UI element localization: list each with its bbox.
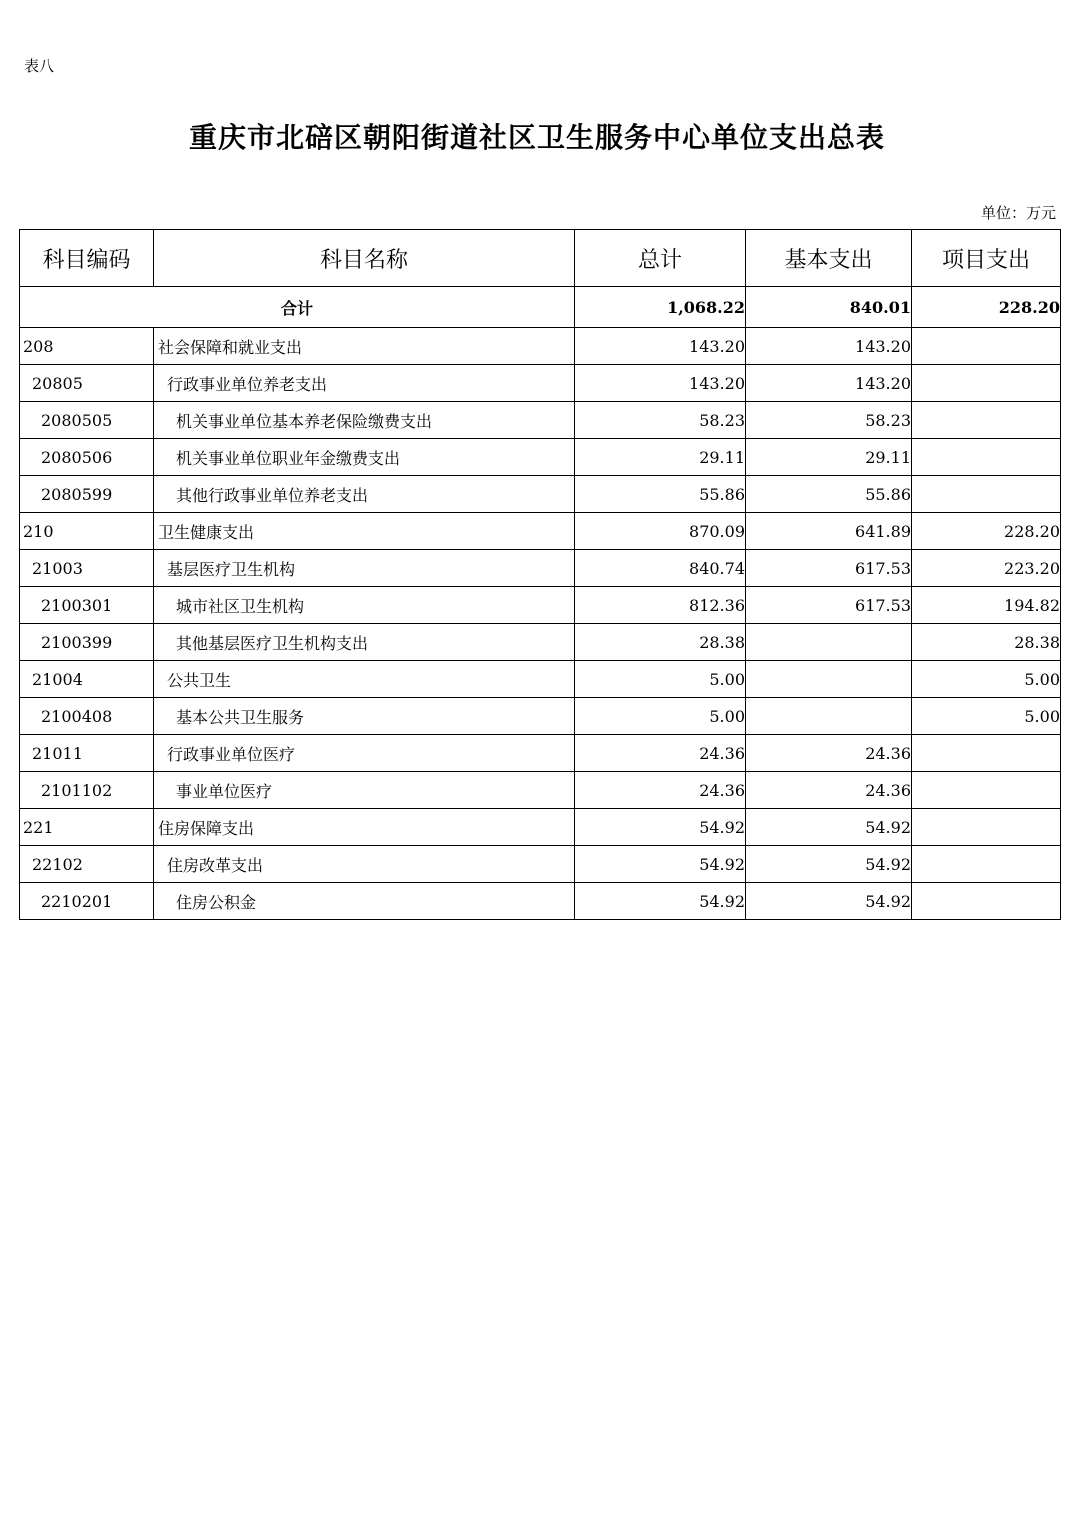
row-name: 公共卫生 [154, 661, 575, 698]
row-total: 55.86 [575, 476, 746, 513]
row-project: 5.00 [912, 661, 1061, 698]
table-row [20, 550, 1061, 587]
row-basic: 641.89 [746, 513, 912, 550]
row-basic: 143.20 [746, 328, 912, 365]
row-project [912, 402, 1061, 439]
table-row [20, 624, 1061, 661]
table-row [20, 476, 1061, 513]
table-row [20, 846, 1061, 883]
row-code: 21011 [20, 735, 154, 772]
row-basic: 54.92 [746, 846, 912, 883]
row-total: 58.23 [575, 402, 746, 439]
row-name: 城市社区卫生机构 [154, 587, 575, 624]
row-basic: 24.36 [746, 772, 912, 809]
row-name: 社会保障和就业支出 [154, 328, 575, 365]
document-title: 重庆市北碚区朝阳街道社区卫生服务中心单位支出总表 [188, 121, 885, 154]
row-code: 20805 [20, 365, 154, 402]
row-code: 2100399 [20, 624, 154, 661]
table-row [20, 809, 1061, 846]
row-total: 5.00 [575, 661, 746, 698]
row-code: 208 [20, 328, 154, 365]
row-total: 28.38 [575, 624, 746, 661]
row-project [912, 476, 1061, 513]
row-project [912, 772, 1061, 809]
row-name: 机关事业单位基本养老保险缴费支出 [154, 402, 575, 439]
row-basic: 55.86 [746, 476, 912, 513]
row-basic [746, 661, 912, 698]
row-code: 22102 [20, 846, 154, 883]
row-basic: 58.23 [746, 402, 912, 439]
row-total: 5.00 [575, 698, 746, 735]
unit-note: 单位：万元 [980, 204, 1056, 222]
row-project [912, 735, 1061, 772]
row-project [912, 846, 1061, 883]
row-name: 行政事业单位养老支出 [154, 365, 575, 402]
row-name: 住房保障支出 [154, 809, 575, 846]
row-basic: 54.92 [746, 809, 912, 846]
row-project [912, 883, 1061, 920]
expenditure-table [19, 229, 1061, 920]
row-name: 住房公积金 [154, 883, 575, 920]
row-basic: 29.11 [746, 439, 912, 476]
summary-basic: 840.01 [746, 287, 912, 328]
row-total: 870.09 [575, 513, 746, 550]
table-number-label: 表八 [24, 57, 55, 75]
table-header-row [20, 230, 1061, 287]
row-name: 基层医疗卫生机构 [154, 550, 575, 587]
row-code: 2080505 [20, 402, 154, 439]
row-name: 基本公共卫生服务 [154, 698, 575, 735]
row-code: 21003 [20, 550, 154, 587]
header-basic: 基本支出 [746, 230, 912, 287]
row-project: 223.20 [912, 550, 1061, 587]
table-row [20, 402, 1061, 439]
row-project [912, 809, 1061, 846]
row-basic [746, 698, 912, 735]
table-row [20, 735, 1061, 772]
row-total: 840.74 [575, 550, 746, 587]
table-row [20, 365, 1061, 402]
row-total: 54.92 [575, 883, 746, 920]
row-basic: 617.53 [746, 587, 912, 624]
row-name: 行政事业单位医疗 [154, 735, 575, 772]
row-basic: 54.92 [746, 883, 912, 920]
row-project: 194.82 [912, 587, 1061, 624]
table-row [20, 661, 1061, 698]
table-row [20, 772, 1061, 809]
row-code: 2080599 [20, 476, 154, 513]
summary-project: 228.20 [912, 287, 1061, 328]
row-name: 机关事业单位职业年金缴费支出 [154, 439, 575, 476]
row-code: 210 [20, 513, 154, 550]
row-name: 住房改革支出 [154, 846, 575, 883]
row-total: 24.36 [575, 735, 746, 772]
row-name: 卫生健康支出 [154, 513, 575, 550]
row-total: 29.11 [575, 439, 746, 476]
row-basic: 143.20 [746, 365, 912, 402]
row-code: 221 [20, 809, 154, 846]
table-row [20, 439, 1061, 476]
row-project: 28.38 [912, 624, 1061, 661]
row-basic [746, 624, 912, 661]
row-total: 54.92 [575, 846, 746, 883]
row-code: 2080506 [20, 439, 154, 476]
summary-row [20, 287, 1061, 328]
row-name: 其他行政事业单位养老支出 [154, 476, 575, 513]
table-row [20, 698, 1061, 735]
row-basic: 24.36 [746, 735, 912, 772]
table-row [20, 587, 1061, 624]
row-total: 143.20 [575, 365, 746, 402]
row-basic: 617.53 [746, 550, 912, 587]
row-project [912, 439, 1061, 476]
summary-label: 合计 [20, 287, 575, 328]
row-project: 228.20 [912, 513, 1061, 550]
header-code: 科目编码 [20, 230, 154, 287]
table-row [20, 513, 1061, 550]
row-project [912, 328, 1061, 365]
row-project: 5.00 [912, 698, 1061, 735]
row-total: 24.36 [575, 772, 746, 809]
row-name: 事业单位医疗 [154, 772, 575, 809]
row-total: 812.36 [575, 587, 746, 624]
row-code: 2100408 [20, 698, 154, 735]
header-name: 科目名称 [154, 230, 575, 287]
summary-total: 1,068.22 [575, 287, 746, 328]
row-total: 143.20 [575, 328, 746, 365]
header-project: 项目支出 [912, 230, 1061, 287]
row-name: 其他基层医疗卫生机构支出 [154, 624, 575, 661]
row-code: 2210201 [20, 883, 154, 920]
row-total: 54.92 [575, 809, 746, 846]
row-project [912, 365, 1061, 402]
row-code: 2100301 [20, 587, 154, 624]
row-code: 2101102 [20, 772, 154, 809]
table-row [20, 328, 1061, 365]
row-code: 21004 [20, 661, 154, 698]
table-row [20, 883, 1061, 920]
header-total: 总计 [575, 230, 746, 287]
